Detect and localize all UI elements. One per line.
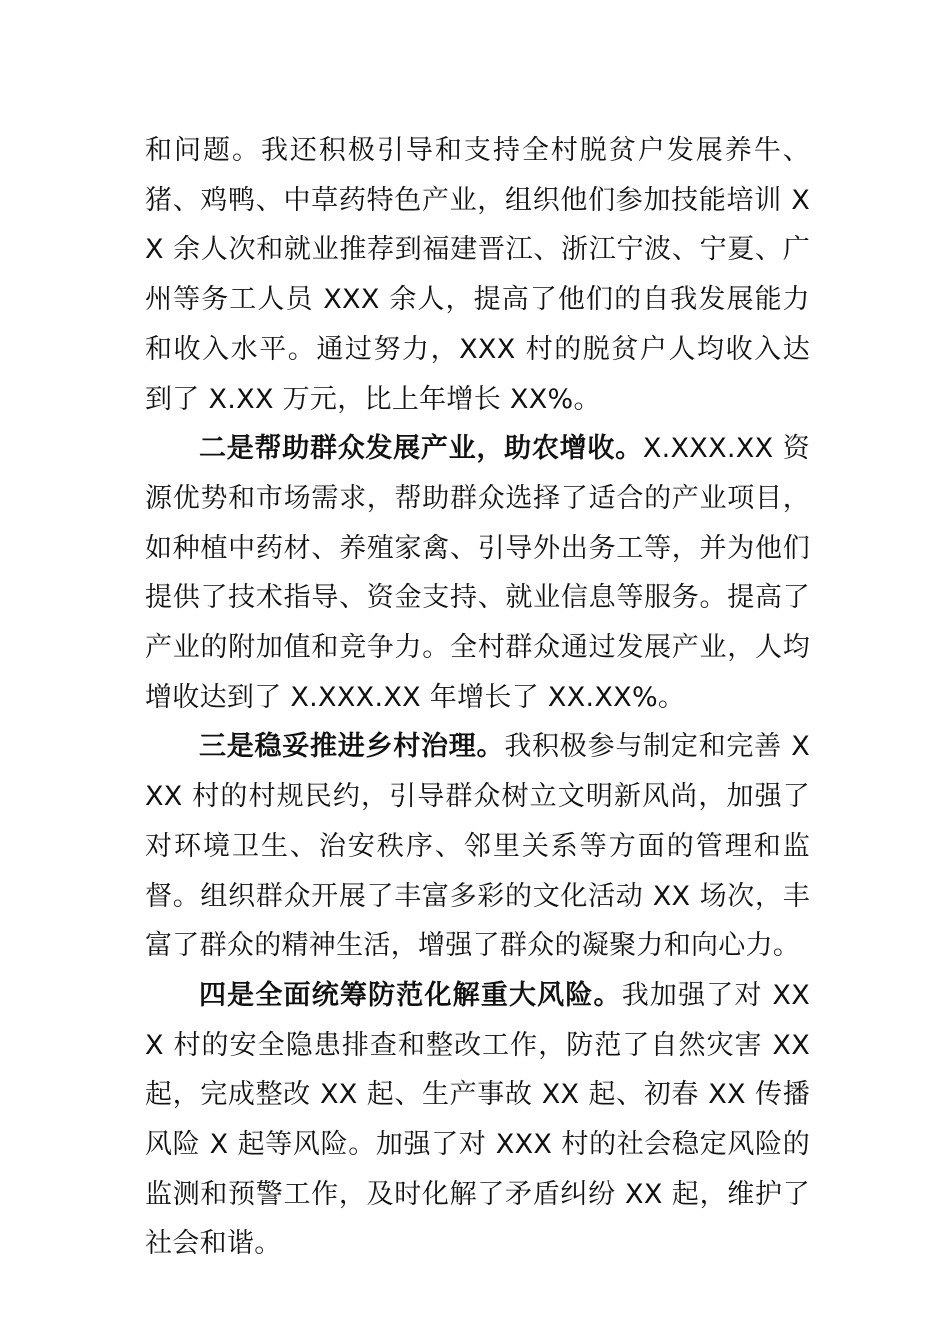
paragraph-3 <box>145 722 810 971</box>
paragraph-lead-heading: 四是全面统筹防范化解重大风险。 <box>199 979 622 1011</box>
paragraph-2 <box>145 424 810 722</box>
paragraph-1 <box>145 126 810 424</box>
paragraph-4 <box>145 971 810 1269</box>
paragraph-text: X.XXX.XX 资源优势和市场需求，帮助群众选择了适合的产业项目，如种植中药材、养殖家禽、引导外出务工等，并为他们提供了技术指导、资金支持、就业信息等服务。提高了产业的附加值和竞争力。全村群众通过发展产业，人均增收达到了 X.XXX.XX 年增长了 XX.XX%。 <box>145 433 810 713</box>
paragraph-text: 我积极参与制定和完善 XXX 村的村规民约，引导群众树立文明新风尚，加强了对环境卫生、治安秩序、邻里关系等方面的管理和监督。组织群众开展了丰富多彩的文化活动 XX 场次，丰富了群众的精神生活，增强了群众的凝聚力和向心力。 <box>145 731 810 962</box>
paragraph-text: 和问题。我还积极引导和支持全村脱贫户发展养牛、猪、鸡鸭、中草药特色产业，组织他们参加技能培训 XX 余人次和就业推荐到福建晋江、浙江宁波、宁夏、广州等务工人员 XXX 余人，提高了他们的自我发展能力和收入水平。通过努力，XXX 村的脱贫户人均收入达到了 X.XX 万元，比上年增长 XX%。 <box>145 135 810 415</box>
paragraph-lead-heading: 三是稳妥推进乡村治理。 <box>199 731 505 763</box>
paragraph-text: 我加强了对 XXX 村的安全隐患排查和整改工作，防范了自然灾害 XX 起，完成整改 XX 起、生产事故 XX 起、初春 XX 传播风险 X 起等风险。加强了对 XXX 村的社会稳定风险的监测和预警工作，及时化解了矛盾纠纷 XX 起，维护了社会和谐。 <box>145 979 811 1260</box>
paragraph-lead-heading: 二是帮助群众发展产业，助农增收。 <box>199 433 643 465</box>
document-body <box>145 126 810 1269</box>
